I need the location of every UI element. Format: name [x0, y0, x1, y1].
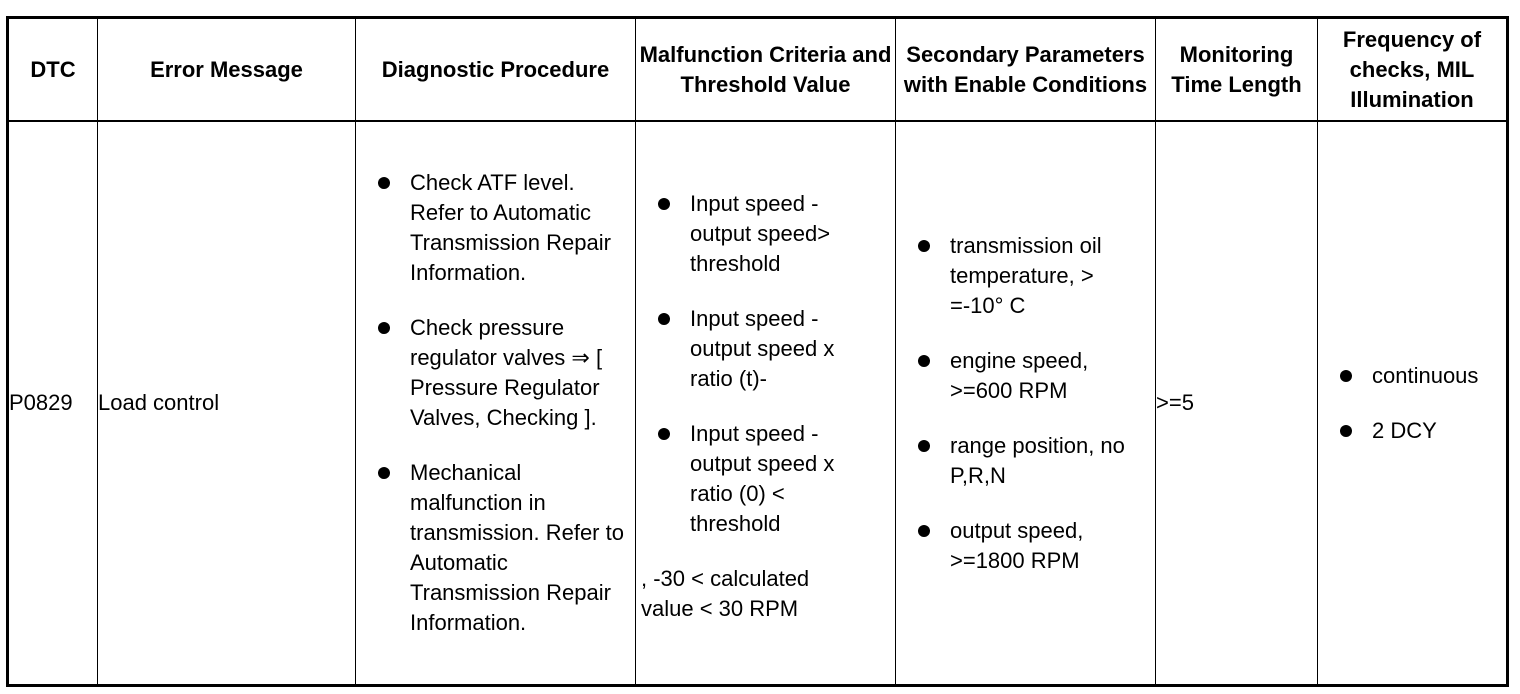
header-diagnostic-procedure: Diagnostic Procedure: [356, 18, 636, 122]
malfunction-item: Input speed - output speed> threshold: [636, 189, 875, 279]
secondary-item: engine speed, >=600 RPM: [896, 346, 1147, 406]
header-error-message: Error Message: [98, 18, 356, 122]
secondary-item: transmission oil temperature, > =-10° C: [896, 231, 1147, 321]
secondary-item: output speed, >=1800 RPM: [896, 516, 1147, 576]
header-malfunction-criteria: Malfunction Criteria and Threshold Value: [636, 18, 896, 122]
header-dtc: DTC: [8, 18, 98, 122]
secondary-item: range position, no P,R,N: [896, 431, 1147, 491]
dtc-table: [6, 16, 1509, 687]
header-frequency: Frequency of checks, MIL Illumination: [1318, 18, 1508, 122]
malfunction-tail: , -30 < calculated value < 30 RPM: [641, 565, 810, 621]
malfunction-item: Input speed - output speed x ratio (t)-: [636, 304, 875, 394]
header-monitoring-time: Monitoring Time Length: [1156, 18, 1318, 122]
cell-diagnostic-procedure: [356, 121, 636, 686]
diagnostic-item: Mechanical malfunction in transmission. Refer to Automatic Transmission Repair Information.: [356, 458, 629, 638]
table-row: [8, 121, 1508, 686]
cell-frequency: [1318, 121, 1508, 686]
cell-malfunction-criteria: [636, 121, 896, 686]
cell-secondary-parameters: [896, 121, 1156, 686]
table-header-row: [8, 18, 1508, 122]
cell-error-message: Load control: [98, 121, 356, 686]
header-secondary-parameters: Secondary Parameters with Enable Conditions: [896, 18, 1156, 122]
cell-dtc: P0829: [8, 121, 98, 686]
frequency-item: 2 DCY: [1318, 416, 1506, 446]
dtc-table-wrapper: [6, 16, 1509, 687]
cell-monitoring-time: >=5: [1156, 121, 1318, 686]
frequency-item: continuous: [1318, 361, 1506, 391]
diagnostic-item: Check ATF level. Refer to Automatic Transmission Repair Information.: [356, 168, 629, 288]
diagnostic-item: Check pressure regulator valves ⇒ [ Pressure Regulator Valves, Checking ].: [356, 313, 629, 433]
malfunction-item: Input speed - output speed x ratio (0) < threshold: [636, 419, 875, 539]
